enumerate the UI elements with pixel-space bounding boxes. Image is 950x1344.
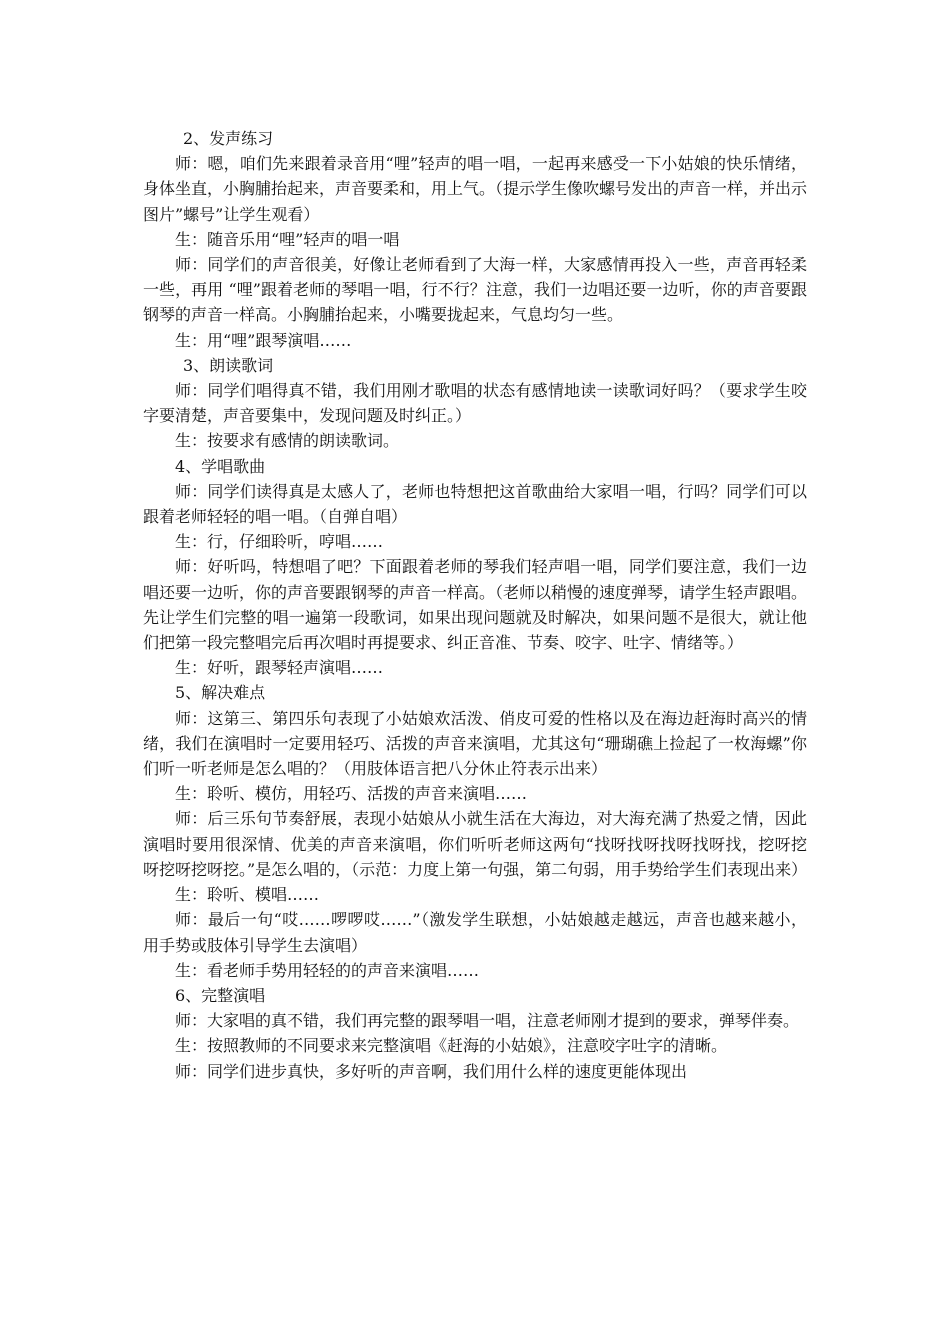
teacher-line: 师：好听吗，特想唱了吧？下面跟着老师的琴我们轻声唱一唱，同学们要注意，我们一边唱还要一边听，你的声音要跟钢琴的声音一样高。（老师以稍慢的速度弹琴，请学生轻声跟唱。先让学生们完整的唱一遍第一段歌词，如果出现问题就及时解决，如果问题不是很大，就让他们把第一段完整唱完后再次唱时再提要求、纠正音准、节奏、咬字、吐字、情绪等。） (143, 557, 808, 653)
teacher-line: 师：后三乐句节奏舒展，表现小姑娘从小就生活在大海边，对大海充满了热爱之情，因此演唱时要用很深情、优美的声音来演唱，你们听听老师这两句“找呀找呀找呀找呀找，挖呀挖呀挖呀挖呀挖。”是怎么唱的，（示范：力度上第一句强，第二句弱，用手势给学生们表现出来） (143, 809, 808, 879)
section-heading-read-lyrics: 3、朗读歌词 (183, 355, 274, 375)
student-line: 生：看老师手势用轻轻的的声音来演唱…… (175, 960, 480, 980)
teacher-line: 师：同学们进步真快，多好听的声音啊，我们用什么样的速度更能体现出 (175, 1061, 688, 1081)
student-line: 生：好听，跟琴轻声演唱…… (175, 658, 384, 678)
student-line: 生：随音乐用“哩”轻声的唱一唱 (175, 229, 400, 249)
section-heading-vocal-practice: 2、发声练习 (183, 129, 274, 148)
student-line: 生：按照教师的不同要求来完整演唱《赶海的小姑娘》，注意咬字吐字的清晰。 (175, 1036, 728, 1056)
student-line: 生：聆听、模仿，用轻巧、活拨的声音来演唱…… (175, 784, 528, 804)
document-body (143, 126, 807, 1084)
student-line: 生：行，仔细聆听，哼唱…… (175, 532, 384, 552)
student-line: 生：聆听、模唱…… (175, 885, 320, 905)
teacher-line: 师：同学们读得真是太感人了，老师也特想把这首歌曲给大家唱一唱，行吗？同学们可以跟着老师轻轻的唱一唱。（自弹自唱） (143, 481, 807, 527)
teacher-line: 师：同学们的声音很美，好像让老师看到了大海一样，大家感情再投入一些，声音再轻柔一些，再用 “哩”跟着老师的琴唱一唱，行不行？注意，我们一边唱还要一边听，你的声音要跟钢琴的声音一样高。小胸脯抬起来，小嘴要拢起来，气息均匀一些。 (143, 255, 807, 325)
teacher-line: 师：大家唱的真不错，我们再完整的跟琴唱一唱，注意老师刚才提到的要求，弹琴伴奏。 (175, 1011, 800, 1031)
section-heading-full-performance: 6、完整演唱 (175, 985, 266, 1005)
student-line: 生：用“哩”跟琴演唱…… (175, 330, 352, 350)
section-heading-difficulties: 5、解决难点 (175, 683, 266, 703)
teacher-line: 师：这第三、第四乐句表现了小姑娘欢活泼、俏皮可爱的性格以及在海边赶海时高兴的情绪，我们在演唱时一定要用轻巧、活拨的声音来演唱，尤其这句“珊瑚礁上捡起了一枚海螺”你们听一听老师是怎么唱的？（用肢体语言把八分休止符表示出来） (143, 708, 807, 779)
teacher-line: 师：嗯，咱们先来跟着录音用“哩”轻声的唱一唱，一起再来感受一下小姑娘的快乐情绪，身体坐直，小胸脯抬起来，声音要柔和，用上气。（提示学生像吹螺号发出的声音一样，并出示图片”螺号”让学生观看） (143, 154, 808, 224)
student-line: 生：按要求有感情的朗读歌词。 (175, 431, 400, 451)
section-heading-learn-song: 4、学唱歌曲 (175, 456, 266, 476)
teacher-line: 师：最后一句“哎……啰啰哎……”（激发学生联想，小姑娘越走越远，声音也越来越小，用手势或肢体引导学生去演唱） (143, 910, 807, 955)
teacher-line: 师：同学们唱得真不错，我们用刚才歌唱的状态有感情地读一读歌词好吗？（要求学生咬字要清楚，声音要集中，发现问题及时纠正。） (143, 381, 807, 426)
